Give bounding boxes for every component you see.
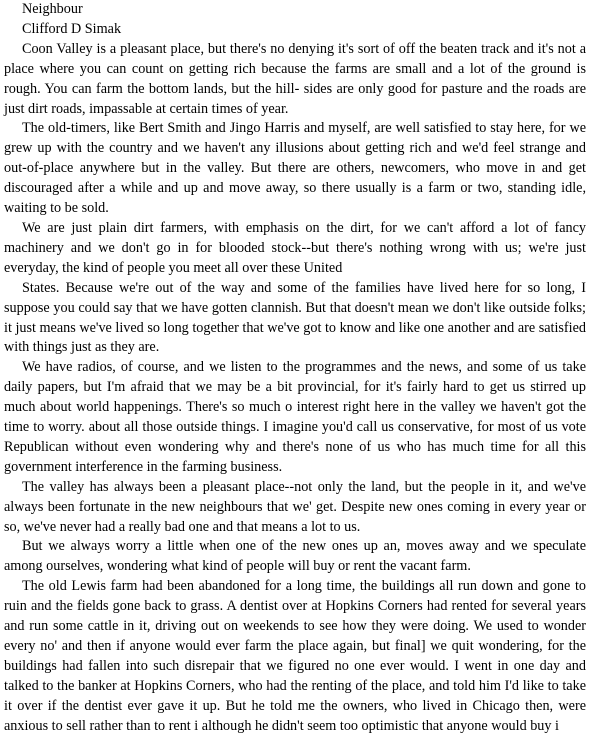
story-author: Clifford D Simak <box>22 20 122 37</box>
paragraph-6: The valley has always been a pleasant place--not only the land, but the people in it, and we've always been fortunate in the new neighbours that we' get. Despite new ones coming in every year or so, we've never had a really bad one and that means a lot to us. <box>4 478 586 535</box>
paragraph-4: States. Because we're out of the way and some of the families have lived here for so long, I suppose you could say that we have gotten clannish. But that doesn't mean we don't like outside folks; it just means we've lived so long together that we've got to know and like one another and are satisfied with things just as they are. <box>4 279 586 356</box>
paragraph-2: The old-timers, like Bert Smith and Jingo Harris and myself, are well satisfied to stay here, for we grew up with the country and we haven't any illusions about getting rich and we'd feel strange and out-of-place anywhere but in the valley. But there are others, newcomers, who move in and get discouraged after a while and up and move away, so there usually is a farm or two, standing idle, waiting to be sold. <box>4 120 586 217</box>
paragraph-1: Coon Valley is a pleasant place, but there's no denying it's sort of off the beaten track and it's not a place where you can count on getting rich because the farms are small and a lot of the ground is rough. You can farm the bottom lands, but the hill- sides are only good for pasture and the roads are just dirt roads, impassable at certain times of year. <box>4 40 586 117</box>
paragraph-5: We have radios, of course, and we listen to the programmes and the news, and some of us take daily papers, but I'm afraid that we may be a bit provincial, for it's fairly hard to get us stirred up much about world happenings. There's so much o interest right here in the valley we haven't got the time to worry. about all those outside things. I imagine you'd call us conservative, for most of us vote Republican without even wondering why and there's none of us who has much time for all this government interference in the farming business. <box>4 359 586 475</box>
paragraph-3: We are just plain dirt farmers, with emphasis on the dirt, for we can't afford a lot of fancy machinery and we don't go in for blooded stock--but there's nothing wrong with us; we're just everyday, the kind of people you meet all over these United <box>4 219 586 276</box>
document-page <box>4 0 586 737</box>
story-title: Neighbour <box>22 1 83 17</box>
paragraph-8: The old Lewis farm had been abandoned for a long time, the buildings all run down and gone to ruin and the fields gone back to grass. A dentist over at Hopkins Corners had rented for several years and run some cattle in it, driving out on weekends to see how they were doing. We used to wonder every no' and then if anyone would ever farm the place again, but final] we quit wondering, for the buildings had fallen into such disrepair that we figured no one ever would. I went in one day and talked to the banker at Hopkins Corners, who had the renting of the place, and told him I'd like to take it over if the dentist ever gave it up. But he told me the owners, who lived in Chicago then, were anxious to sell rather than to rent i although he didn't seem too optimistic that anyone would buy i <box>4 578 586 734</box>
paragraph-7: But we always worry a little when one of the new ones up an, moves away and we speculate among ourselves, wondering what kind of people will buy or rent the vacant farm. <box>4 538 586 575</box>
